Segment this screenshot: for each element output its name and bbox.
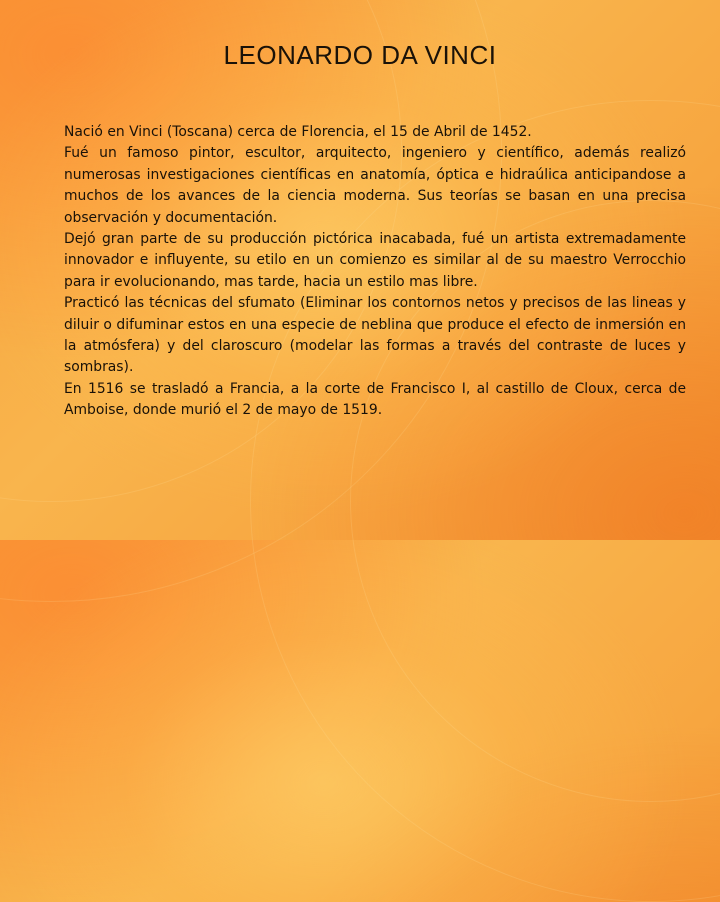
paragraph-profession: Fué un famoso pintor, escultor, arquitecto, ingeniero y científico, además realizó numerosas investigaciones científicas en anatomía, óptica e hidraúlica anticipandose a muchos de los avances de la ciencia moderna. Sus teorías se basan en una precisa observación y documentación. (64, 145, 686, 226)
paragraph-work: Dejó gran parte de su producción pictórica inacabada, fué un artista extremadamente innovador e influyente, su etilo en un comienzo es similar al de su maestro Verrocchio para ir evolucionando, mas tarde, hacia un estilo mas libre. (64, 231, 686, 290)
slide-body (64, 122, 686, 422)
paragraph-death: En 1516 se trasladó a Francia, a la corte de Francisco I, al castillo de Cloux, cerca de Amboise, donde murió el 2 de mayo de 1519. (64, 380, 686, 419)
slide-title: LEONARDO DA VINCI (223, 40, 497, 70)
paragraph-birth: Nació en Vinci (Toscana) cerca de Florencia, el 15 de Abril de 1452. (64, 124, 532, 140)
paragraph-techniques: Practicó las técnicas del sfumato (Eliminar los contornos netos y precisos de las lineas y diluir o difuminar estos en una especie de neblina que produce el efecto de inmersión en la atmósfera) y del claroscuro (modelar las formas a través del contraste de luces y sombras). (64, 295, 686, 376)
